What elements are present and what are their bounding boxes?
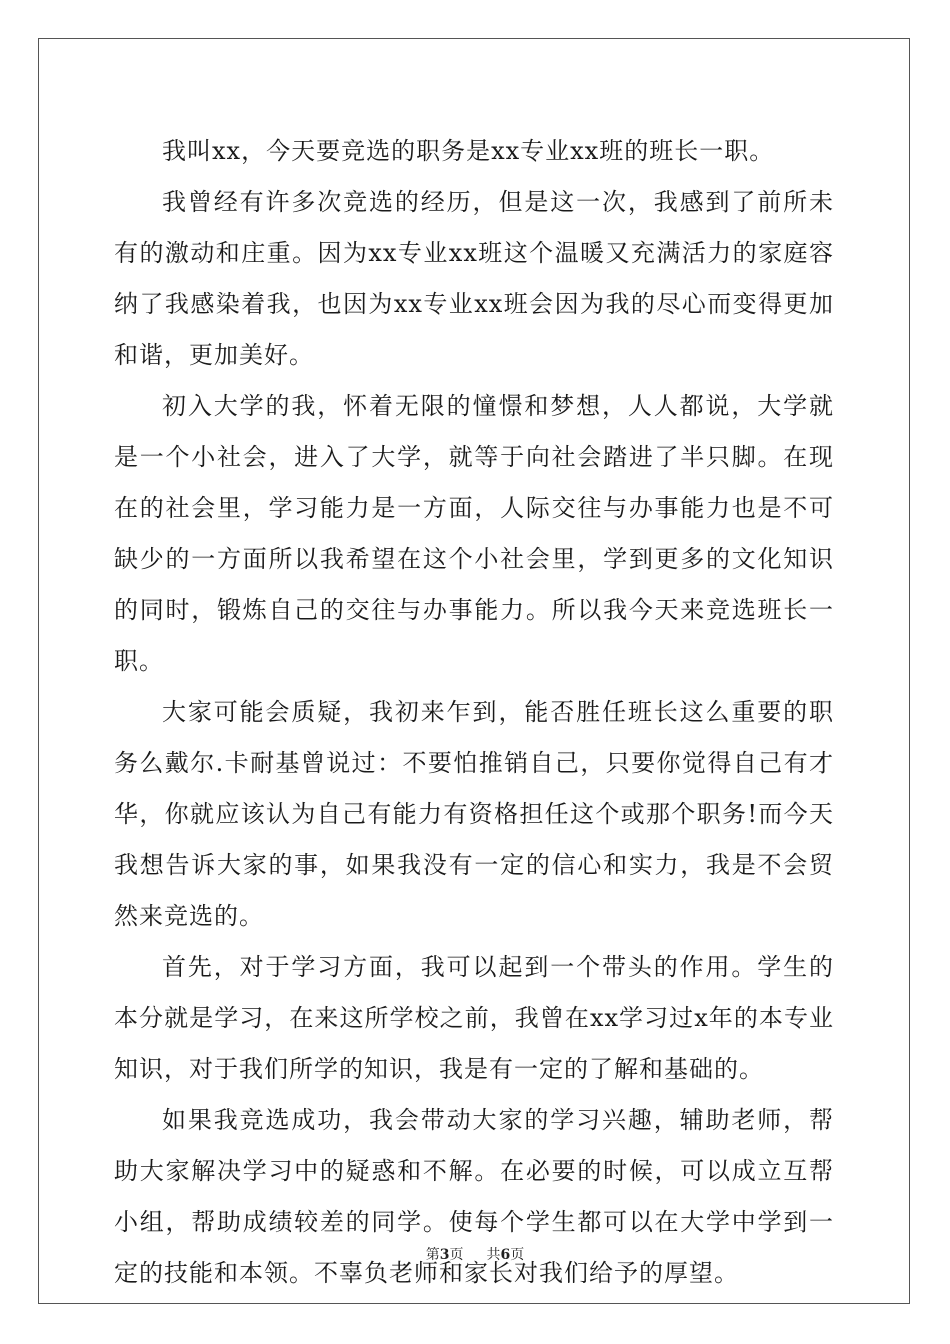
paragraph: 如果我竞选成功，我会带动大家的学习兴趣，辅助老师，帮助大家解决学习中的疑惑和不解。在必要的时候，可以成立互帮小组，帮助成绩较差的同学。使每个学生都可以在大学中学到一定的技能和本领。不辜负老师和家长对我们给予的厚望。 xyxy=(114,1106,834,1287)
page-total: 共6页 xyxy=(486,1247,525,1263)
paragraph: 我叫xx，今天要竞选的职务是xx专业xx班的班长一职。 xyxy=(162,137,775,165)
paragraph: 我曾经有许多次竞选的经历，但是这一次，我感到了前所未有的激动和庄重。因为xx专业xx班这个温暖又充满活力的家庭容纳了我感染着我，也因为xx专业xx班会因为我的尽心而变得更加和谐，更加美好。 xyxy=(114,188,834,369)
paragraph: 大家可能会质疑，我初来乍到，能否胜任班长这么重要的职务么戴尔.卡耐基曾说过：不要怕推销自己，只要你觉得自己有才华，你就应该认为自己有能力有资格担任这个或那个职务!而今天我想告诉大家的事，如果我没有一定的信心和实力，我是不会贸然来竞选的。 xyxy=(114,698,834,930)
paragraph: 初入大学的我，怀着无限的憧憬和梦想，人人都说，大学就是一个小社会，进入了大学，就等于向社会踏进了半只脚。在现在的社会里，学习能力是一方面，人际交往与办事能力也是不可缺少的一方面所以我希望在这个小社会里，学到更多的文化知识的同时，锻炼自己的交往与办事能力。所以我今天来竞选班长一职。 xyxy=(114,392,834,675)
paragraph: 首先，对于学习方面，我可以起到一个带头的作用。学生的本分就是学习，在来这所学校之前，我曾在xx学习过x年的本专业知识，对于我们所学的知识，我是有一定的了解和基础的。 xyxy=(114,953,834,1083)
page-footer xyxy=(0,1246,950,1264)
document-body xyxy=(114,126,834,1299)
page-number: 第3页 xyxy=(425,1247,464,1263)
